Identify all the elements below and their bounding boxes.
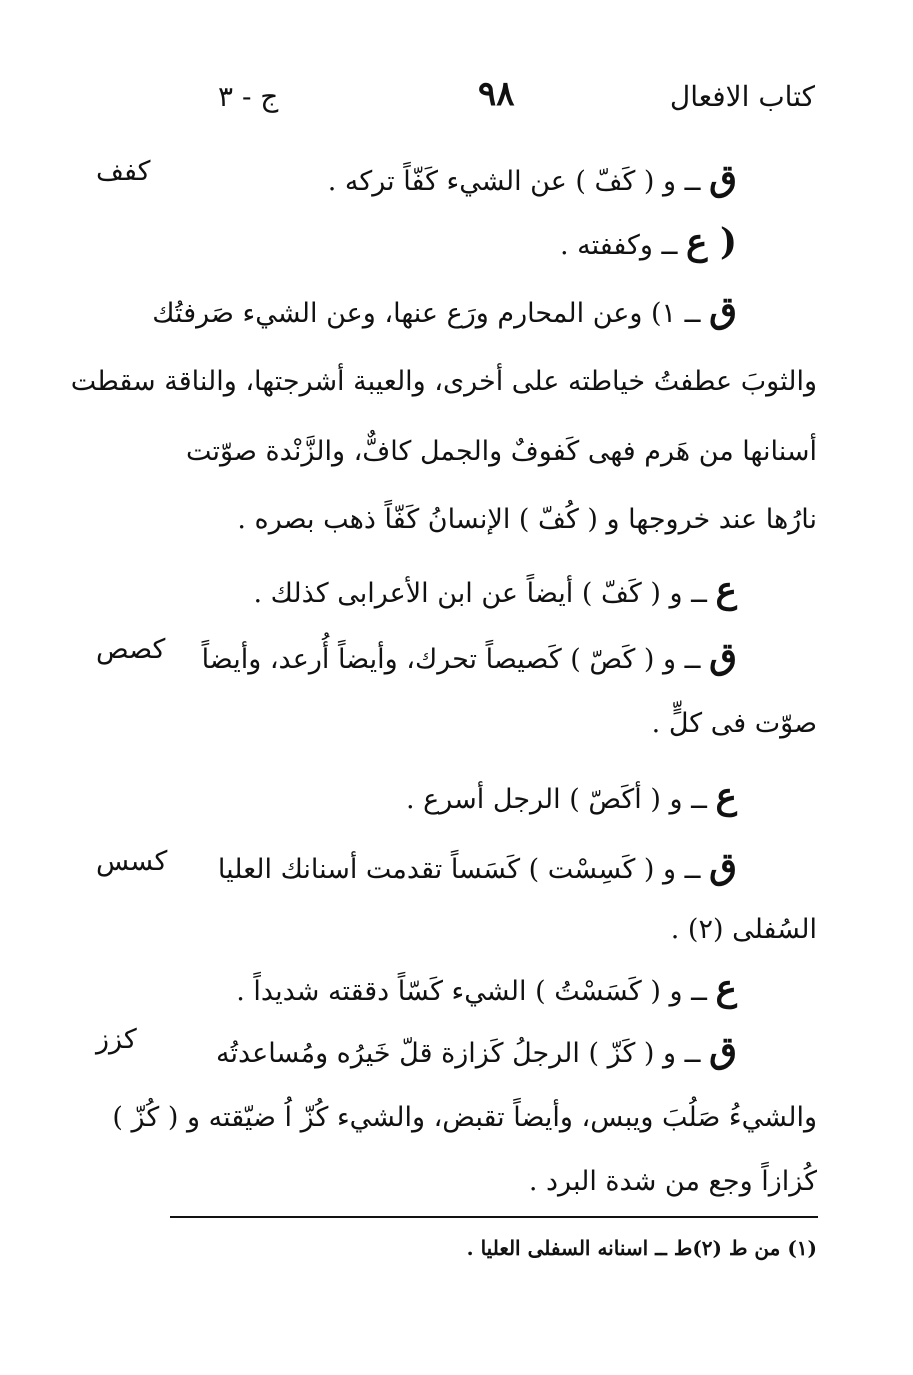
text-line <box>177 432 817 472</box>
margin-root-word: كصص <box>96 634 166 665</box>
line-text: والثوبَ عطفتُ خياطته على أخرى، والعيبة أشرجتها، والناقة سقطت <box>70 366 817 397</box>
entry-marker: ق <box>709 157 737 199</box>
text-line <box>112 1098 817 1138</box>
line-text: نارُها عند خروجها و ( كُفّ ) الإنسانُ كَفّاً ذهب بصره . <box>237 504 817 535</box>
margin-root-word: كفف <box>96 156 151 187</box>
margin-root-word: كزز <box>96 1024 137 1055</box>
line-text: ــ وكففته . <box>559 230 678 261</box>
line-text: ــ و ( كَصّ ) كَصيصاً تحرك، وأيضاً أُرعد، وأيضاً <box>201 644 701 675</box>
page-header <box>0 74 913 124</box>
text-line <box>97 222 737 266</box>
text-line <box>177 500 817 540</box>
entry-marker: ع <box>715 569 737 611</box>
entry-marker: ق <box>709 1029 737 1071</box>
entry-marker: ع <box>715 775 737 817</box>
line-text: ــ و ( كَزّ ) الرجلُ كَزازة قلّ خَيرُه ومُساعدتُه <box>216 1038 701 1069</box>
text-line <box>177 910 817 950</box>
text-line <box>97 636 737 680</box>
entry-marker: ( ع <box>685 221 737 263</box>
line-text: السُفلى (٢) . <box>670 914 817 945</box>
line-text: ــ ١) وعن المحارم ورَع عنها، وعن الشيء صَرفتُك <box>152 298 701 329</box>
text-line <box>97 570 737 614</box>
text-line <box>97 776 737 820</box>
text-line <box>177 1162 817 1202</box>
volume-label: ج - ٣ <box>218 80 279 113</box>
text-line <box>70 362 817 402</box>
text-line <box>177 704 817 744</box>
footnote: (١) من ط (٢)ط ــ اسنانه السفلى العليا . <box>466 1236 817 1260</box>
book-title: كتاب الافعال <box>669 80 815 113</box>
text-line <box>97 158 737 202</box>
line-text: كُزازاً وجع من شدة البرد . <box>528 1166 817 1197</box>
line-text: ــ و ( كَسِسْت ) كَسَساً تقدمت أسنانك العليا <box>217 854 701 885</box>
footnote-rule <box>170 1216 818 1218</box>
line-text: والشيءُ صَلُبَ ويبس، وأيضاً تقبض، والشيء كُزّ اُ ضيّقته و ( كُزّ ) <box>112 1102 817 1133</box>
entry-marker: ق <box>709 845 737 887</box>
line-text: ــ و ( كَسَسْتُ ) الشيء كَسّاً دققته شديداً . <box>236 976 707 1007</box>
text-line <box>97 968 737 1012</box>
line-text: أسنانها من هَرم فهى كَفوفٌ والجمل كافٌّ، والزَّنْدة صوّتت <box>186 436 817 467</box>
text-line <box>97 290 737 334</box>
margin-root-word: كسس <box>96 846 168 877</box>
line-text: ــ و ( كَفّ ) أيضاً عن ابن الأعرابى كذلك . <box>253 578 707 609</box>
line-text: ــ و ( أكَصّ ) الرجل أسرع . <box>406 784 707 815</box>
line-text: ــ و ( كَفّ ) عن الشيء كَفّاً تركه . <box>327 166 701 197</box>
entry-marker: ق <box>709 635 737 677</box>
text-line <box>97 1030 737 1074</box>
page-number: ٩٨ <box>478 74 515 114</box>
entry-marker: ع <box>715 967 737 1009</box>
line-text: صوّت فى كلٍّ . <box>651 708 817 739</box>
entry-marker: ق <box>709 289 737 331</box>
text-line <box>97 846 737 890</box>
